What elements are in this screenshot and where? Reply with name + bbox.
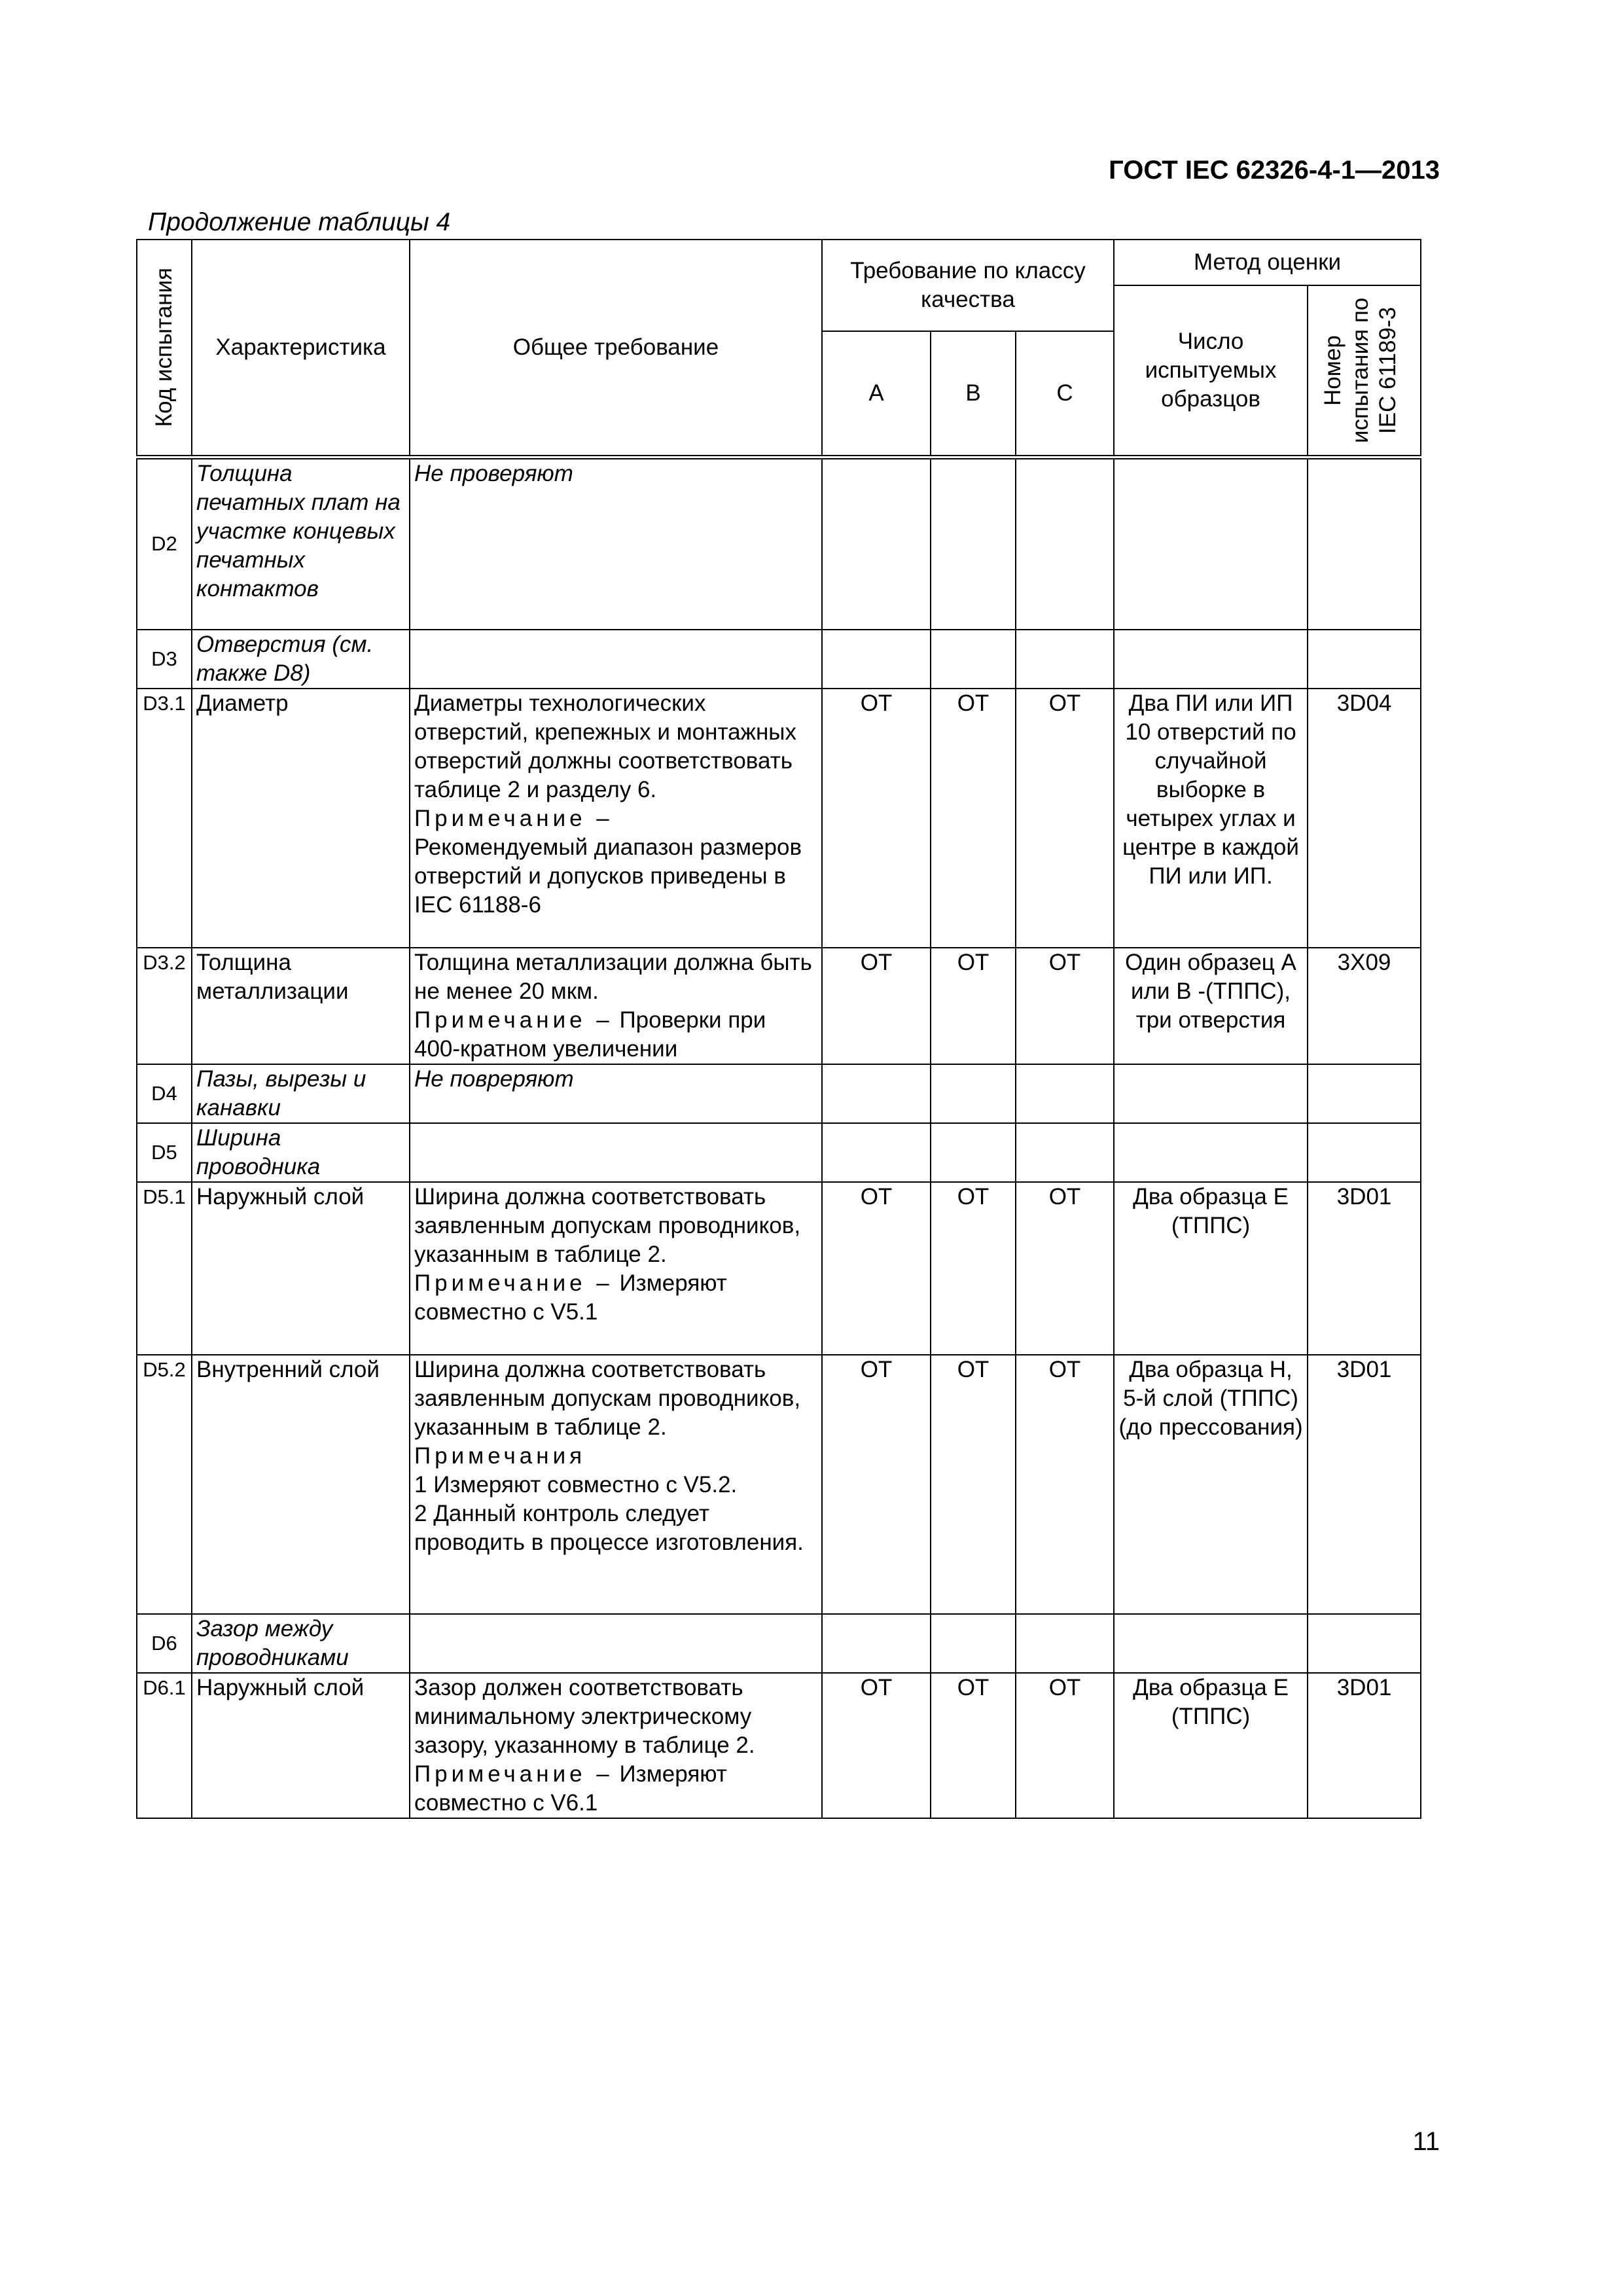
- table-row: [137, 1182, 1421, 1355]
- header-test-number: Номер испытания по IEC 61189-3: [1308, 285, 1421, 457]
- row-general-requirement: [410, 1182, 822, 1355]
- document-standard-header: ГОСТ IEC 62326-4-1—2013: [1109, 156, 1440, 185]
- row-class-c: ОТ: [1016, 1355, 1114, 1614]
- row-test-number: [1308, 457, 1421, 630]
- row-test-number: 3D01: [1308, 1355, 1421, 1614]
- row-sample-count: Два образца H, 5-й слой (ТППС) (до прессования): [1114, 1355, 1308, 1614]
- row-class-a: [822, 1614, 931, 1673]
- row-test-number: 3D01: [1308, 1182, 1421, 1355]
- requirement-text: Ширина должна соответствовать заявленным допускам проводников, указанным в таблице 2.: [414, 1357, 801, 1440]
- row-general-requirement: [410, 630, 822, 689]
- row-sample-count: Два образца E (ТППС): [1114, 1673, 1308, 1818]
- row-code: D5.1: [137, 1182, 192, 1355]
- row-class-b: [931, 1123, 1016, 1182]
- row-general-requirement: [410, 689, 822, 948]
- header-sample-count: Число испытуемых образцов: [1114, 285, 1308, 457]
- row-class-a: ОТ: [822, 1182, 931, 1355]
- note-label: Примечание –: [414, 1007, 613, 1033]
- row-class-a: [822, 1064, 931, 1123]
- page-number: 11: [1412, 2127, 1440, 2156]
- row-class-b: [931, 1064, 1016, 1123]
- row-class-c: [1016, 630, 1114, 689]
- row-test-number: 3D04: [1308, 689, 1421, 948]
- row-code: D6.1: [137, 1673, 192, 1818]
- note-text: Измеряют совместно с V6.1: [414, 1761, 727, 1816]
- header-evaluation-method: Метод оценки: [1114, 240, 1421, 285]
- row-code: D3.1: [137, 689, 192, 948]
- requirement-text: Ширина должна соответствовать заявленным допускам проводников, указанным в таблице 2.: [414, 1184, 801, 1267]
- row-code: D2: [137, 457, 192, 630]
- row-code: D5: [137, 1123, 192, 1182]
- row-class-a: ОТ: [822, 1673, 931, 1818]
- row-class-c: [1016, 457, 1114, 630]
- row-test-number: [1308, 1123, 1421, 1182]
- header-general-requirement: Общее требование: [410, 240, 822, 457]
- row-code: D4: [137, 1064, 192, 1123]
- table-row: [137, 1614, 1421, 1673]
- table-row: [137, 1355, 1421, 1614]
- row-class-a: ОТ: [822, 689, 931, 948]
- row-class-a: ОТ: [822, 948, 931, 1064]
- row-sample-count: [1114, 1123, 1308, 1182]
- note: [414, 1760, 817, 1818]
- row-class-c: ОТ: [1016, 1673, 1114, 1818]
- note-text: Измеряют совместно с V5.1: [414, 1270, 727, 1325]
- row-class-a: [822, 457, 931, 630]
- header-class-a: A: [822, 331, 931, 457]
- row-class-c: ОТ: [1016, 1182, 1114, 1355]
- row-general-requirement: [410, 1614, 822, 1673]
- row-sample-count: Два образца E (ТППС): [1114, 1182, 1308, 1355]
- row-characteristic: Ширина проводника: [192, 1123, 410, 1182]
- header-class-c: C: [1016, 331, 1114, 457]
- table-row: [137, 457, 1421, 630]
- requirement-text: Диаметры технологических отверстий, крепежных и монтажных отверстий должны соответствовать таблице 2 и разделу 6.: [414, 691, 796, 802]
- note-label: Примечания: [414, 1443, 586, 1469]
- row-class-c: ОТ: [1016, 689, 1114, 948]
- requirements-table: [136, 239, 1421, 1819]
- header-class-requirement: Требование по классу качества: [822, 240, 1114, 331]
- note-label: Примечание –: [414, 1761, 613, 1787]
- row-characteristic: Наружный слой: [192, 1673, 410, 1818]
- row-class-c: [1016, 1064, 1114, 1123]
- note: [414, 1269, 817, 1327]
- row-sample-count: [1114, 457, 1308, 630]
- row-characteristic: Диаметр: [192, 689, 410, 948]
- note-label: Примечание –: [414, 1270, 613, 1296]
- row-sample-count: [1114, 1064, 1308, 1123]
- row-characteristic: Внутренний слой: [192, 1355, 410, 1614]
- row-sample-count: [1114, 630, 1308, 689]
- row-class-c: [1016, 1614, 1114, 1673]
- row-class-a: [822, 1123, 931, 1182]
- note-label: Примечание –: [414, 806, 613, 831]
- note-item: 2 Данный контроль следует проводить в процессе изготовления.: [414, 1501, 804, 1555]
- row-class-a: [822, 630, 931, 689]
- row-general-requirement: [410, 1123, 822, 1182]
- row-class-b: ОТ: [931, 689, 1016, 948]
- row-general-requirement: Не повреряют: [410, 1064, 822, 1123]
- row-test-number: 3X09: [1308, 948, 1421, 1064]
- table-row: [137, 689, 1421, 948]
- header-class-b: B: [931, 331, 1016, 457]
- row-class-b: ОТ: [931, 1182, 1016, 1355]
- row-class-b: ОТ: [931, 1673, 1016, 1818]
- note-text: Проверки при 400-кратном увеличении: [414, 1007, 766, 1062]
- row-general-requirement: [410, 1355, 822, 1614]
- row-sample-count: Один образец A или B -(ТППС), три отверстия: [1114, 948, 1308, 1064]
- requirement-text: Толщина металлизации должна быть не менее 20 мкм.: [414, 950, 812, 1004]
- table-row: [137, 948, 1421, 1064]
- row-class-b: [931, 1614, 1016, 1673]
- row-class-b: ОТ: [931, 948, 1016, 1064]
- requirement-text: Зазор должен соответствовать минимальному электрическому зазору, указанному в таблице 2.: [414, 1675, 755, 1758]
- note: [414, 1006, 817, 1064]
- row-class-c: [1016, 1123, 1114, 1182]
- row-general-requirement: [410, 948, 822, 1064]
- row-characteristic: Пазы, вырезы и канавки: [192, 1064, 410, 1123]
- row-class-a: ОТ: [822, 1355, 931, 1614]
- row-general-requirement: Не проверяют: [410, 457, 822, 630]
- row-sample-count: Два ПИ или ИП 10 отверстий по случайной выборке в четырех углах и центре в каждой ПИ или ИП.: [1114, 689, 1308, 948]
- row-test-number: 3D01: [1308, 1673, 1421, 1818]
- row-code: D3: [137, 630, 192, 689]
- note-item: 1 Измеряют совместно с V5.2.: [414, 1472, 738, 1498]
- table-row: [137, 1064, 1421, 1123]
- row-test-number: [1308, 630, 1421, 689]
- row-test-number: [1308, 1614, 1421, 1673]
- row-class-b: [931, 630, 1016, 689]
- row-code: D5.2: [137, 1355, 192, 1614]
- row-general-requirement: [410, 1673, 822, 1818]
- row-code: D6: [137, 1614, 192, 1673]
- table-row: [137, 630, 1421, 689]
- header-characteristic: Характеристика: [192, 240, 410, 457]
- row-sample-count: [1114, 1614, 1308, 1673]
- table-caption: Продолжение таблицы 4: [148, 208, 451, 236]
- row-class-b: ОТ: [931, 1355, 1016, 1614]
- header-code: Код испытания: [137, 240, 192, 457]
- row-characteristic: Толщина металлизации: [192, 948, 410, 1064]
- row-characteristic: Отверстия (см. также D8): [192, 630, 410, 689]
- row-class-c: ОТ: [1016, 948, 1114, 1064]
- row-code: D3.2: [137, 948, 192, 1064]
- row-class-b: [931, 457, 1016, 630]
- note-text: Рекомендуемый диапазон размеров отверстий и допусков приведены в IEC 61188-6: [414, 834, 802, 918]
- row-characteristic: Наружный слой: [192, 1182, 410, 1355]
- row-characteristic: Зазор между проводниками: [192, 1614, 410, 1673]
- table-row: [137, 1123, 1421, 1182]
- table-row: [137, 1673, 1421, 1818]
- row-test-number: [1308, 1064, 1421, 1123]
- row-characteristic: Толщина печатных плат на участке концевых печатных контактов: [192, 457, 410, 630]
